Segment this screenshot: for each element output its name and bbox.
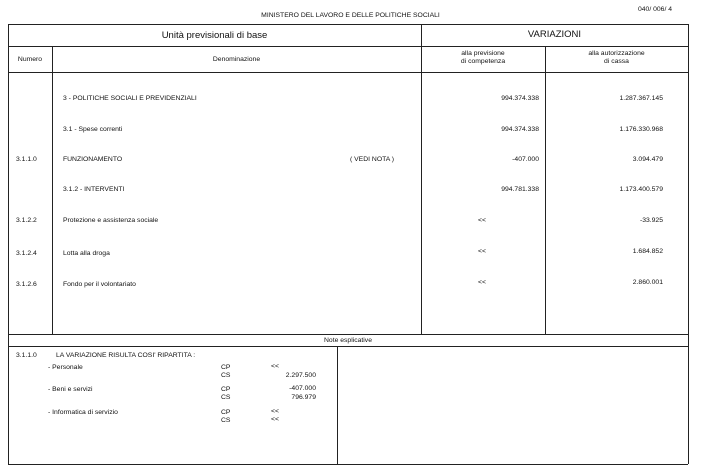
row-nota: ( VEDI NOTA ) [350, 156, 395, 163]
row-competenza: 994.374.338 [501, 126, 539, 133]
ministry-title: MINISTERO DEL LAVORO E DELLE POLITICHE SOCIALI [261, 12, 440, 19]
numero-column-line [52, 46, 53, 334]
row-cassa: 3.094.479 [632, 156, 663, 163]
header-divider [8, 46, 688, 47]
col-denominazione-header: Denominazione [212, 56, 261, 63]
row-cassa: -33.925 [639, 217, 663, 224]
cp-value: -407.000 [289, 385, 316, 392]
row-denominazione: Protezione e assistenza sociale [63, 217, 159, 224]
cp-label: CP [221, 409, 231, 416]
notes-split-line [337, 346, 338, 464]
variazioni-column-line [421, 24, 422, 334]
notes-item-label: - Beni e servizi [48, 386, 93, 393]
notes-header-bottom [8, 346, 688, 347]
col-cassa-header: alla autorizzazione di cassa [588, 50, 645, 65]
col-competenza-header: alla previsione di competenza [460, 50, 506, 65]
variazioni-header: VARIAZIONI [527, 29, 582, 40]
right-border [688, 24, 689, 464]
row-denominazione: 3.1 - Spese correnti [63, 126, 123, 133]
row-denominazione: Lotta alla droga [63, 250, 110, 257]
cs-value: << [271, 416, 279, 423]
table-top-border [8, 24, 688, 25]
table-bottom-border [8, 464, 688, 465]
left-border [8, 24, 9, 464]
row-numero: 3.1.2.6 [16, 281, 37, 288]
cp-label: CP [221, 386, 231, 393]
cs-label: CS [221, 372, 231, 379]
cp-value: << [271, 408, 279, 415]
row-denominazione: FUNZIONAMENTO [63, 156, 123, 163]
table-body-bottom [8, 334, 688, 335]
row-cassa: 1.684.852 [632, 248, 663, 255]
row-competenza: << [478, 279, 486, 286]
cp-value: << [271, 363, 279, 370]
row-competenza: << [478, 248, 486, 255]
cs-label: CS [221, 417, 231, 424]
notes-item-label: - Personale [48, 364, 83, 371]
row-competenza: << [478, 217, 486, 224]
notes-code: 3.1.1.0 [16, 352, 37, 359]
col-numero-header: Numero [17, 56, 43, 63]
row-numero: 3.1.2.4 [16, 250, 37, 257]
row-cassa: 1.176.330.968 [619, 126, 663, 133]
column-header-bottom [8, 72, 688, 73]
row-competenza: -407.000 [512, 156, 539, 163]
row-cassa: 2.860.001 [632, 279, 663, 286]
row-cassa: 1.173.400.579 [619, 186, 663, 193]
row-denominazione: Fondo per il volontariato [63, 281, 136, 288]
cs-value: 796.979 [291, 394, 316, 401]
notes-title: Note esplicative [324, 337, 372, 344]
cs-label: CS [221, 394, 231, 401]
row-numero: 3.1.2.2 [16, 217, 37, 224]
row-denominazione: 3 - POLITICHE SOCIALI E PREVIDENZIALI [63, 95, 197, 102]
row-competenza: 994.781.338 [501, 186, 539, 193]
page-code: 040/ 006/ 4 [637, 6, 672, 13]
row-denominazione: 3.1.2 - INTERVENTI [63, 186, 125, 193]
unit-header: Unità previsionali di base [161, 30, 268, 41]
cs-value: 2.297.500 [285, 372, 316, 379]
row-competenza: 994.374.338 [501, 95, 539, 102]
cp-label: CP [221, 364, 231, 371]
row-cassa: 1.287.367.145 [619, 95, 663, 102]
row-numero: 3.1.1.0 [16, 156, 37, 163]
notes-heading: LA VARIAZIONE RISULTA COSI' RIPARTITA : [56, 352, 196, 359]
notes-item-label: - Informatica di servizio [48, 409, 118, 416]
